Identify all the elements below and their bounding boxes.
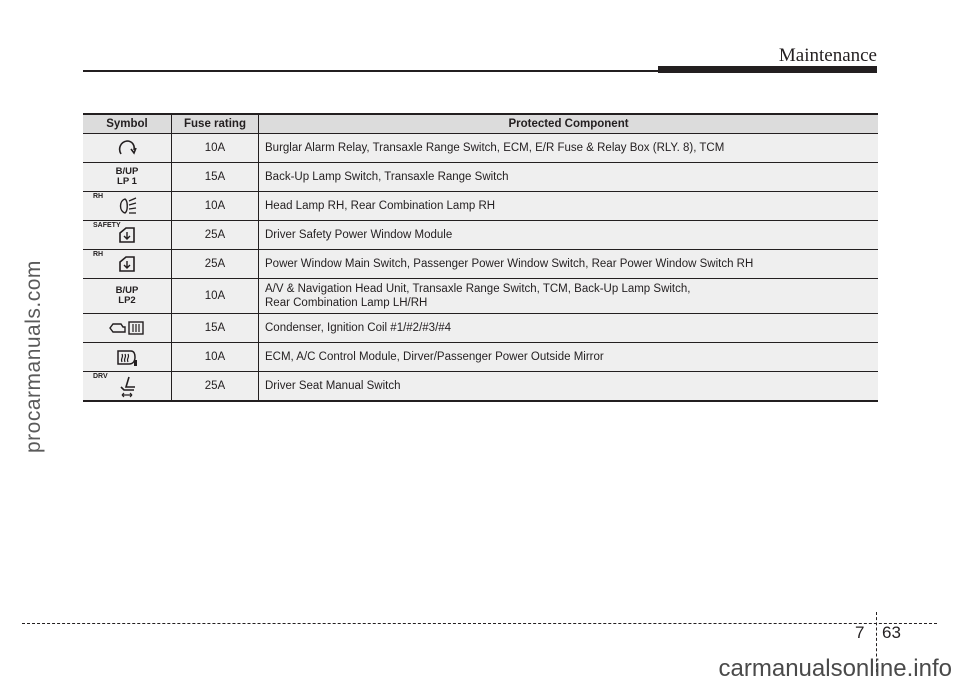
fuse-rating: 15A bbox=[172, 163, 259, 192]
column-header-symbol: Symbol bbox=[83, 114, 172, 134]
table-header-row bbox=[83, 114, 878, 134]
power-window-icon bbox=[116, 253, 138, 275]
table-row bbox=[83, 279, 878, 314]
symbol-tag: RH bbox=[93, 251, 104, 258]
protected-component: Driver Safety Power Window Module bbox=[259, 221, 879, 250]
side-watermark: procarmanuals.com bbox=[22, 260, 45, 453]
column-header-fuse-rating: Fuse rating bbox=[172, 114, 259, 134]
headlamp-icon bbox=[115, 195, 139, 217]
table-row bbox=[83, 372, 878, 402]
fuse-rating: 10A bbox=[172, 192, 259, 221]
bottom-watermark: carmanualsonline.info bbox=[718, 655, 952, 682]
table-row bbox=[83, 314, 878, 343]
symbol-text: B/UP LP2 bbox=[115, 285, 139, 306]
protected-component: Driver Seat Manual Switch bbox=[259, 372, 879, 402]
table-row bbox=[83, 250, 878, 279]
header-rule bbox=[83, 70, 658, 72]
fuse-rating: 15A bbox=[172, 314, 259, 343]
protected-component: Back-Up Lamp Switch, Transaxle Range Switch bbox=[259, 163, 879, 192]
section-title: Maintenance bbox=[778, 45, 877, 66]
table-row bbox=[83, 221, 878, 250]
symbol-tag: DRV bbox=[93, 373, 108, 380]
header-rule-accent bbox=[658, 66, 877, 73]
fuse-rating: 10A bbox=[172, 134, 259, 163]
column-header-protected-component: Protected Component bbox=[259, 114, 879, 134]
protected-component: Head Lamp RH, Rear Combination Lamp RH bbox=[259, 192, 879, 221]
table-row bbox=[83, 163, 878, 192]
symbol-text: B/UP LP 1 bbox=[115, 166, 139, 187]
defrost-mirror-icon bbox=[115, 346, 139, 368]
fuse-rating: 10A bbox=[172, 343, 259, 372]
symbol-tag: RH bbox=[93, 193, 104, 200]
fuse-rating: 25A bbox=[172, 372, 259, 402]
fuse-rating: 25A bbox=[172, 221, 259, 250]
page-number: 63 bbox=[882, 623, 901, 642]
fuse-table bbox=[83, 113, 878, 402]
footer-rule bbox=[22, 623, 937, 624]
chapter-number: 7 bbox=[855, 623, 865, 642]
fuse-rating: 25A bbox=[172, 250, 259, 279]
protected-component: ECM, A/C Control Module, Dirver/Passenger Power Outside Mirror bbox=[259, 343, 879, 372]
engine-coil-icon bbox=[107, 318, 147, 338]
curved-arrow-icon bbox=[116, 137, 138, 159]
fuse-rating: 10A bbox=[172, 279, 259, 314]
symbol-tag: SAFETY bbox=[93, 222, 121, 229]
table-row bbox=[83, 192, 878, 221]
seat-adjust-icon bbox=[115, 374, 139, 398]
table-row bbox=[83, 343, 878, 372]
protected-component: Power Window Main Switch, Passenger Power Window Switch, Rear Power Window Switch RH bbox=[259, 250, 879, 279]
protected-component: Condenser, Ignition Coil #1/#2/#3/#4 bbox=[259, 314, 879, 343]
protected-component: A/V & Navigation Head Unit, Transaxle Range Switch, TCM, Back-Up Lamp Switch, Rear Combination Lamp LH/RH bbox=[259, 279, 879, 314]
table-row bbox=[83, 134, 878, 163]
protected-component: Burglar Alarm Relay, Transaxle Range Switch, ECM, E/R Fuse & Relay Box (RLY. 8), TCM bbox=[259, 134, 879, 163]
